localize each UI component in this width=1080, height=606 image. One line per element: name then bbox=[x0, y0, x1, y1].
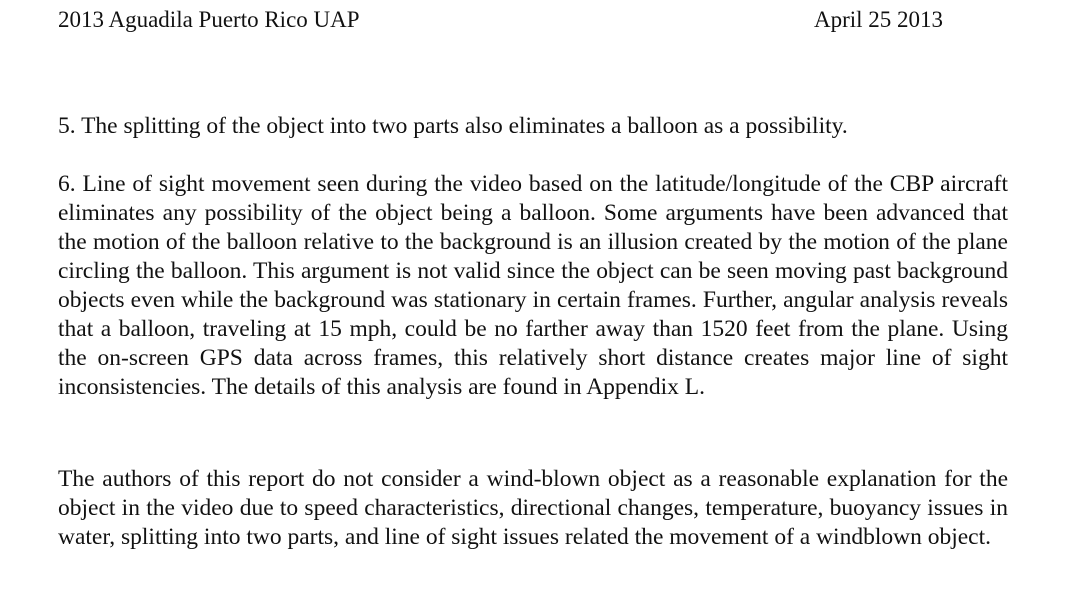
paragraph-item-6: 6. Line of sight movement seen during the video based on the latitude/longitude of the CBP aircraft eliminates any possibility of the object being a balloon. Some arguments have been advanced that the motion of the balloon relative to the background is an illusion created by the motion of the plane circling the balloon. This argument is not valid since the object can be seen moving past background objects even while the background was stationary in certain frames. Further, angular analysis reveals that a balloon, traveling at 15 mph, could be no farther away than 1520 feet from the plane. Using the on-screen GPS data across frames, this relatively short distance creates major line of sight inconsistencies. The details of this analysis are found in Appendix L. bbox=[58, 171, 1008, 400]
header-date: April 25 2013 bbox=[814, 7, 944, 32]
header-title: 2013 Aguadila Puerto Rico UAP bbox=[58, 7, 360, 32]
paragraph-item-5: 5. The splitting of the object into two parts also eliminates a balloon as a possibility. bbox=[58, 113, 848, 139]
paragraph-conclusion: The authors of this report do not consider a wind-blown object as a reasonable explanation for the object in the video due to speed characteristics, directional changes, temperature, buoyancy issues in water, splitting into two parts, and line of sight issues related the movement of a windblown object. bbox=[58, 466, 1008, 550]
